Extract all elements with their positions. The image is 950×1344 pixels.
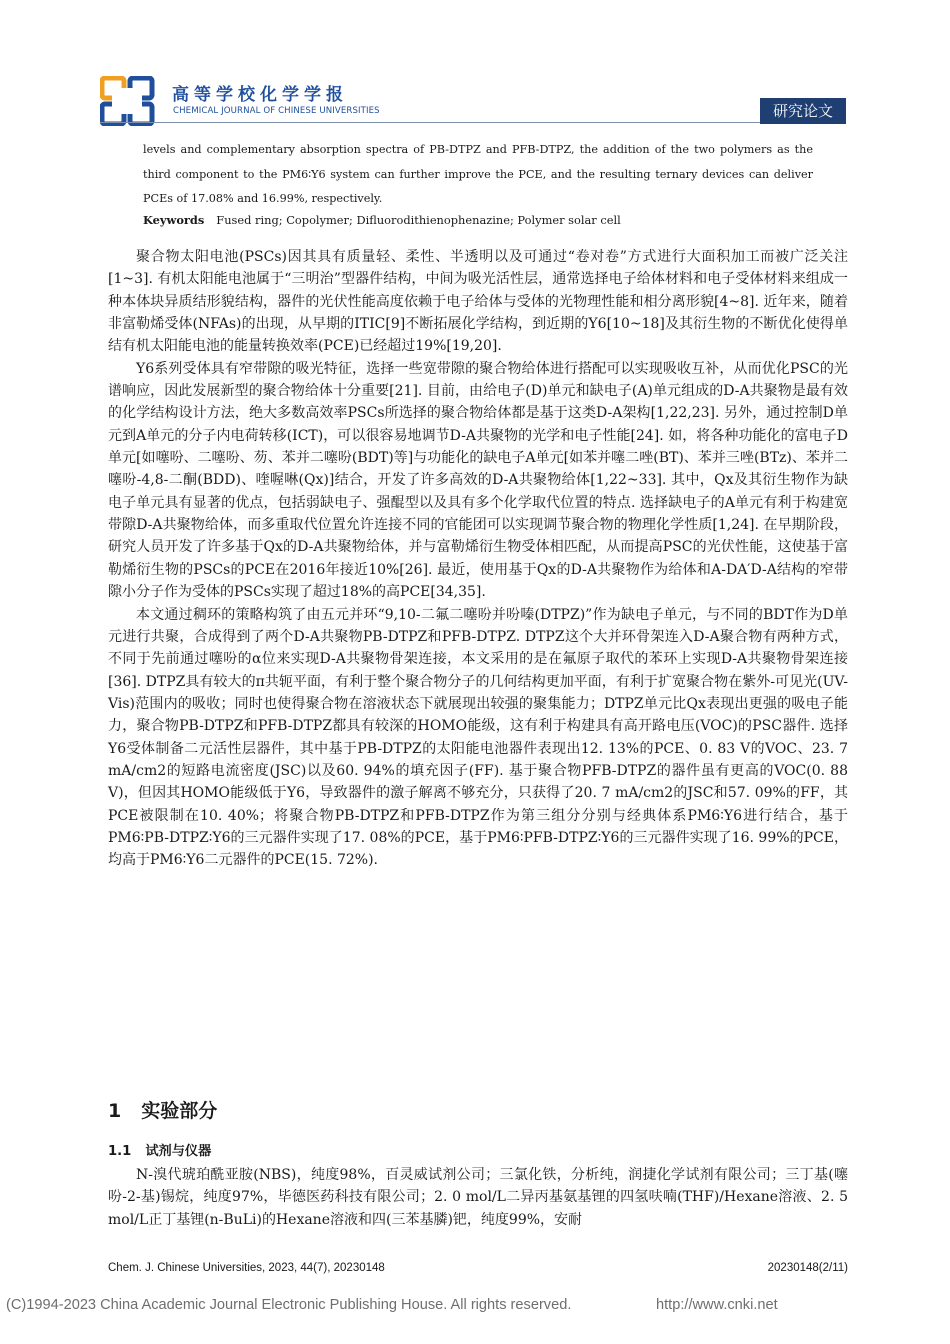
keywords-list: Fused ring; Copolymer; Difluorodithienophenazine; Polymer solar cell: [216, 213, 621, 227]
journal-header: [100, 76, 848, 126]
section-heading: [108, 1096, 217, 1123]
section-title: 实验部分: [141, 1100, 218, 1122]
copyright-line: [6, 1297, 944, 1313]
abstract-paragraph: levels and complementary absorption spectra of PB-DTPZ and PFB-DTPZ, the addition of the two polymers as the third component to the PM6∶Y6 system can further improve the PCE, and the resulting ternary devices can deliver PCEs of 17.08% and 16.99%, respectively.: [143, 143, 813, 205]
keywords: [143, 208, 813, 232]
journal-title-en: CHEMICAL JOURNAL OF CHINESE UNIVERSITIES: [173, 106, 380, 116]
section-number: 1: [108, 1100, 122, 1122]
journal-title-cn: 高等学校化学学报: [172, 85, 348, 105]
footer-page-number: 20230148(2/11): [767, 1262, 848, 1274]
subsection-heading: [108, 1140, 211, 1159]
header-divider: [100, 122, 760, 123]
intro-paragraph-3: 本文通过稠环的策略构筑了由五元并环“9,10-二氟二噻吩并吩嗪(DTPZ)”作为缺电子单元，与不同的BDT作为D单元进行共聚，合成得到了两个D-A共聚物PB-DTPZ和PFB-DTPZ. DTPZ这个大并环骨架连入D-A聚合物有两种方式，不同于先前通过噻吩的α位来实现D-A共聚物骨架连接，本文采用的是在氟原子取代的苯环上实现D-A共聚物骨架连接[36]. DTPZ具有较大的π共轭平面，有利于整个聚合物分子的几何结构更加平面，有利于扩宽聚合物在紫外-可见光(UV-Vis)范围内的吸收；同时也使得聚合物在溶液状态下就展现出较强的聚集能力；DTPZ单元比Qx表现出更强的吸电子能力，聚合物PB-DTPZ和PFB-DTPZ都具有较深的HOMO能级，这有利于构建具有高开路电压(VOC)的PSC器件. 选择Y6受体制备二元活性层器件，其中基于PB-DTPZ的太阳能电池器件表现出12. 13%的PCE、0. 83 V的VOC、23. 7 mA/cm2的短路电流密度(JSC)以及60. 94%的填充因子(FF). 基于聚合物PFB-DTPZ的器件虽有更高的VOC(0. 88 V)，但因其HOMO能级低于Y6，导致器件的激子解离不够充分，只获得了20. 7 mA/cm2的JSC和57. 09%的FF，其PCE被限制在10. 40%；将聚合物PB-DTPZ和PFB-DTPZ作为第三组分分别与经典体系PM6∶Y6进行结合，基于PM6∶PB-DTPZ∶Y6的三元器件实现了17. 08%的PCE，基于PM6∶PFB-DTPZ∶Y6的三元器件实现了16. 99%的PCE，均高于PM6∶Y6二元器件的PCE(15. 72%).: [108, 606, 848, 869]
footer-citation: Chem. J. Chinese Universities, 2023, 44(7), 20230148: [108, 1262, 385, 1274]
intro-paragraph-1: 聚合物太阳电池(PSCs)因其具有质量轻、柔性、半透明以及可通过“卷对卷”方式进行大面积加工而被广泛关注[1~3]. 有机太阳能电池属于“三明治”型器件结构，中间为吸光活性层，通常选择电子给体材料和电子受体材料来组成一种本体块异质结形貌结构，器件的光伏性能高度依赖于电子给体与受体的光物理性能和相分离形貌[4~8]. 近年来，随着非富勒烯受体(NFAs)的出现，从早期的ITIC[9]不断拓展化学结构，到近期的Y6[10~18]及其衍生物的不断优化使得单结有机太阳能电池的能量转换效率(PCE)已经超过19%[19,20].: [108, 249, 848, 355]
introduction: [108, 246, 848, 872]
materials-text: [108, 1164, 848, 1231]
keywords-label: Keywords: [143, 213, 205, 227]
subsection-title: 试剂与仪器: [145, 1144, 212, 1159]
copyright-text: (C)1994-2023 China Academic Journal Electronic Publishing House. All rights reserved.: [6, 1297, 572, 1313]
section-tag: 研究论文: [760, 98, 846, 124]
journal-logo-icon: [100, 76, 156, 126]
subsection-number: 1.1: [108, 1144, 132, 1159]
materials-paragraph: N-溴代琥珀酰亚胺(NBS)，纯度98%，百灵威试剂公司；三氯化铁，分析纯，润捷化学试剂有限公司；三丁基(噻吩-2-基)锡烷，纯度97%，毕德医药科技有限公司；2. 0 mol/L二异丙基氨基锂的四氢呋喃(THF)/Hexane溶液、2. 5 mol/L正丁基锂(n-BuLi)的Hexane溶液和四(三苯基膦)钯，纯度99%，安耐: [108, 1167, 848, 1228]
copyright-url[interactable]: http://www.cnki.net: [656, 1297, 778, 1313]
intro-paragraph-2: Y6系列受体具有窄带隙的吸光特征，选择一些宽带隙的聚合物给体进行搭配可以实现吸收互补，从而优化PSC的光谱响应，因此发展新型的聚合物给体十分重要[21]. 目前，由给电子(D)单元和缺电子(A)单元组成的D-A共聚物是最有效的化学结构设计方法，绝大多数高效率PSCs所选择的聚合物给体都是基于这类D-A架构[1,22,23]. 另外，通过控制D单元到A单元的分子内电荷转移(ICT)，可以很容易地调节D-A共聚物的光学和电子性能[24]. 如，将各种功能化的富电子D单元[如噻吩、二噻吩、芴、苯并二噻吩(BDT)等]与功能化的缺电子A单元[如苯并噻二唑(BT)、苯并三唑(BTz)、苯并二噻吩-4,8-二酮(BDD)、喹喔啉(Qx)]结合，开发了许多高效的D-A共聚物给体[1,22~33]. 其中，Qx及其衍生物作为缺电子单元具有显著的优点，包括弱缺电子、强醌型以及具有多个化学取代位置的特点. 选择缺电子的A单元有利于构建宽带隙D-A共聚物给体，而多重取代位置允许连接不同的官能团可以实现调节聚合物的物理化学性质[1,24]. 在早期阶段，研究人员开发了许多基于Qx的D-A共聚物给体，并与富勒烯衍生物受体相匹配，从而提高PSC的光伏性能，这使基于富勒烯衍生物的PSCs的PCE在2016年接近10%[26]. 最近，使用基于Qx的D-A共聚物作为给体和A-DA′D-A结构的窄带隙小分子作为受体的PSCs实现了超过18%的高PCE[34,35].: [108, 360, 848, 601]
abstract-text: [143, 138, 813, 212]
